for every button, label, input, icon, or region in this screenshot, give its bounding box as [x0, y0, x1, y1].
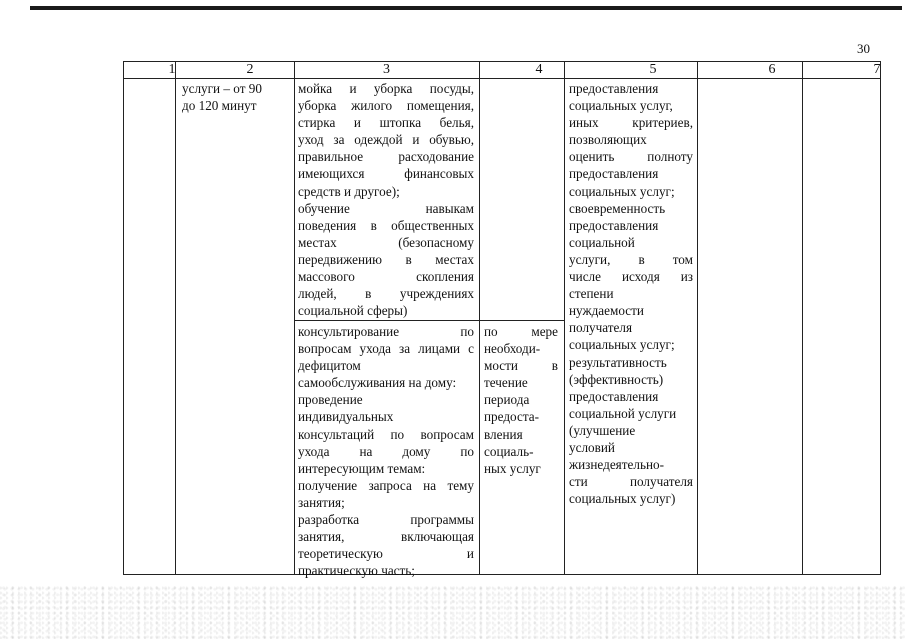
col-line-2: [294, 61, 295, 575]
text-line: вления: [484, 426, 523, 442]
col-line-6: [802, 61, 803, 575]
text-line: теоретическую и: [298, 546, 474, 562]
text-line: обучение навыкам: [298, 200, 474, 216]
text-line: массового скопления: [298, 269, 474, 285]
text-line: числе исходя из: [569, 269, 693, 285]
text-line: проведение: [298, 392, 363, 408]
header-col-6: 6: [768, 62, 776, 77]
text-line: самообслуживания на дому:: [298, 375, 457, 391]
text-line: индивидуальных: [298, 409, 394, 425]
text-line: своевременность: [569, 200, 666, 216]
text-line: социальной сферы): [298, 303, 408, 319]
text-line: предоставления: [569, 217, 659, 233]
text-line: услуги, в том: [569, 251, 693, 267]
text-line: социаль-: [484, 443, 534, 459]
text-line: мойка и уборка посуды,: [298, 81, 474, 96]
text-line: уход за одеждой и обувью,: [298, 132, 474, 148]
col3-block-2: [298, 323, 474, 579]
text-line: дефицитом: [298, 358, 361, 374]
text-line: по мере: [484, 324, 558, 339]
col-line-1: [175, 61, 176, 575]
text-line: получателя: [569, 320, 633, 336]
text-line: предоста-: [484, 409, 539, 425]
col5-criteria: [569, 80, 693, 507]
text-line: социальной: [569, 234, 635, 250]
header-col-5: 5: [649, 62, 657, 77]
col-line-0: [123, 61, 124, 575]
text-line: средств и другое);: [298, 183, 400, 199]
header-bottom-border: [123, 78, 880, 79]
text-line: вопросам ухода за лицами с: [298, 341, 474, 357]
header-col-1: 1: [168, 62, 176, 77]
text-line: условий: [569, 439, 615, 455]
scan-noise: [0, 585, 905, 639]
text-line: интересующим темам:: [298, 460, 426, 476]
text-line: местах (безопасному: [298, 234, 474, 250]
col2-duration-text: [182, 80, 290, 114]
text-line: (улучшение: [569, 422, 636, 438]
text-line: до 120 минут: [182, 98, 257, 114]
text-line: стирка и штопка белья,: [298, 115, 474, 131]
text-line: занятия, включающая: [298, 529, 474, 545]
text-line: сти получателя: [569, 474, 693, 490]
text-line: необходи-: [484, 341, 541, 357]
text-line: ухода на дому по: [298, 443, 474, 459]
text-line: (эффективность): [569, 371, 664, 387]
header-col-4: 4: [535, 62, 543, 77]
text-line: поведения в общественных: [298, 217, 474, 233]
text-line: периода: [484, 392, 530, 408]
col4-block-2: [484, 323, 558, 477]
text-line: правильное расходование: [298, 149, 474, 165]
text-line: социальных услуг): [569, 491, 676, 507]
text-line: жизнедеятельно-: [569, 457, 664, 473]
col-line-4: [564, 61, 565, 575]
text-line: занятия;: [298, 494, 345, 510]
header-col-3: 3: [383, 62, 390, 77]
text-line: консультирование по: [298, 324, 474, 339]
text-line: социальных услуг;: [569, 183, 675, 199]
col-line-7: [880, 61, 881, 575]
header-col-2: 2: [246, 62, 254, 77]
text-line: результативность: [569, 354, 667, 370]
col-line-3: [479, 61, 480, 575]
row-divider: [294, 320, 564, 321]
page-number: 30: [857, 41, 870, 56]
text-line: иных критериев,: [569, 115, 693, 131]
text-line: практическую часть;: [298, 563, 415, 579]
text-line: социальной услуги: [569, 405, 677, 421]
text-line: ных услуг: [484, 460, 541, 476]
text-line: оценить полноту: [569, 149, 693, 165]
col3-block-1: [298, 80, 474, 319]
text-line: передвижению в местах: [298, 251, 474, 267]
text-line: предоставления: [569, 388, 659, 404]
text-line: получение запроса на тему: [298, 477, 474, 493]
text-line: имеющихся финансовых: [298, 166, 474, 182]
text-line: мости в: [484, 358, 558, 374]
header-col-7: 7: [873, 62, 881, 77]
text-line: услуги – от 90: [182, 81, 262, 96]
table-bottom-border: [123, 574, 880, 575]
text-line: консультаций по вопросам: [298, 426, 474, 442]
text-line: нуждаемости: [569, 303, 644, 319]
text-line: разработка программы: [298, 512, 474, 528]
text-line: людей, в учреждениях: [298, 286, 474, 302]
text-line: предоставления: [569, 81, 659, 96]
col-line-5: [697, 61, 698, 575]
text-line: социальных услуг;: [569, 337, 675, 353]
text-line: течение: [484, 375, 528, 391]
text-line: позволяющих: [569, 132, 647, 148]
text-line: предоставления: [569, 166, 659, 182]
text-line: степени: [569, 286, 614, 302]
text-line: уборка жилого помещения,: [298, 98, 474, 114]
text-line: социальных услуг,: [569, 98, 673, 114]
